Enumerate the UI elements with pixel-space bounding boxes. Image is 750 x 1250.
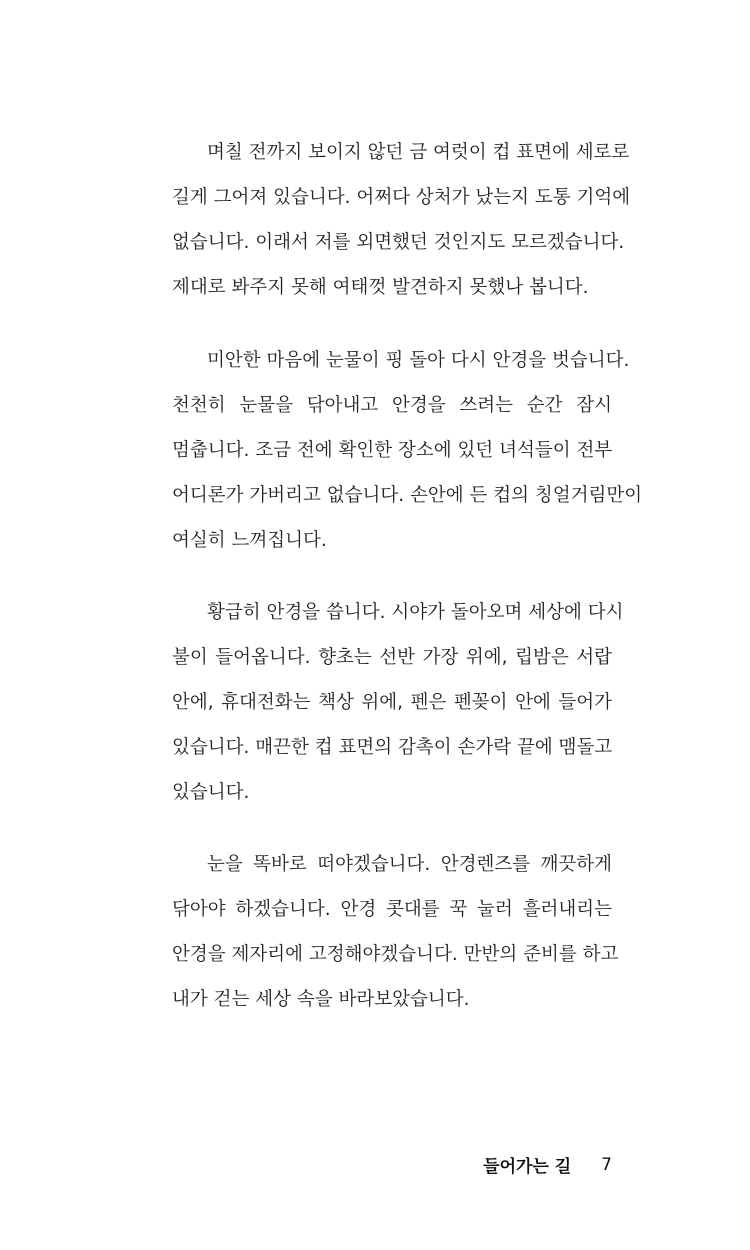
paragraph-line: 안에, 휴대전화는 책상 위에, 펜은 펜꽂이 안에 들어가: [172, 692, 612, 713]
paragraph-line: 안경을 제자리에 고정해야겠습니다. 만반의 준비를 하고: [172, 944, 619, 965]
paragraph-line: 불이 들어옵니다. 향초는 선반 가장 위에, 립밤은 서랍: [172, 647, 612, 668]
paragraph-line: 황급히 안경을 씁니다. 시야가 돌아오며 세상에 다시: [207, 602, 624, 623]
paragraph-line: 내가 걷는 세상 속을 바라보았습니다.: [172, 989, 470, 1010]
page-footer: [483, 1152, 612, 1177]
paragraph-line: 길게 그어져 있습니다. 어쩌다 상처가 났는지 도통 기억에: [172, 187, 631, 208]
paragraph-line: 어디론가 가버리고 없습니다. 손안에 든 컵의 칭얼거림만이: [172, 485, 643, 506]
paragraph-line: 미안한 마음에 눈물이 핑 돌아 다시 안경을 벗습니다.: [207, 350, 630, 371]
paragraph-line: 천천히 눈물을 닦아내고 안경을 쓰려는 순간 잠시: [172, 395, 612, 416]
chapter-title: 들어가는 길: [483, 1157, 572, 1177]
paragraph-4: [172, 842, 619, 1022]
paragraph-line: 며칠 전까지 보이지 않던 금 여럿이 컵 표면에 세로로: [207, 142, 630, 163]
paragraph-line: 여실히 느껴집니다.: [172, 530, 327, 551]
paragraph-line: 제대로 봐주지 못해 여태껏 발견하지 못했나 봅니다.: [172, 277, 589, 298]
page-number: 7: [601, 1154, 612, 1175]
paragraph-3: [172, 590, 624, 815]
paragraph-2: [172, 338, 643, 563]
paragraph-line: 눈을 똑바로 떠야겠습니다. 안경렌즈를 깨끗하게: [207, 854, 612, 875]
paragraph-line: 닦아야 하겠습니다. 안경 콧대를 꾹 눌러 흘러내리는: [172, 899, 612, 920]
paragraph-line: 멈춥니다. 조금 전에 확인한 장소에 있던 녀석들이 전부: [172, 440, 613, 461]
paragraph-line: 없습니다. 이래서 저를 외면했던 것인지도 모르겠습니다.: [172, 232, 625, 253]
paragraph-line: 있습니다. 매끈한 컵 표면의 감촉이 손가락 끝에 맴돌고: [172, 737, 613, 758]
paragraph-1: [172, 130, 631, 310]
paragraph-line: 있습니다.: [172, 782, 250, 803]
